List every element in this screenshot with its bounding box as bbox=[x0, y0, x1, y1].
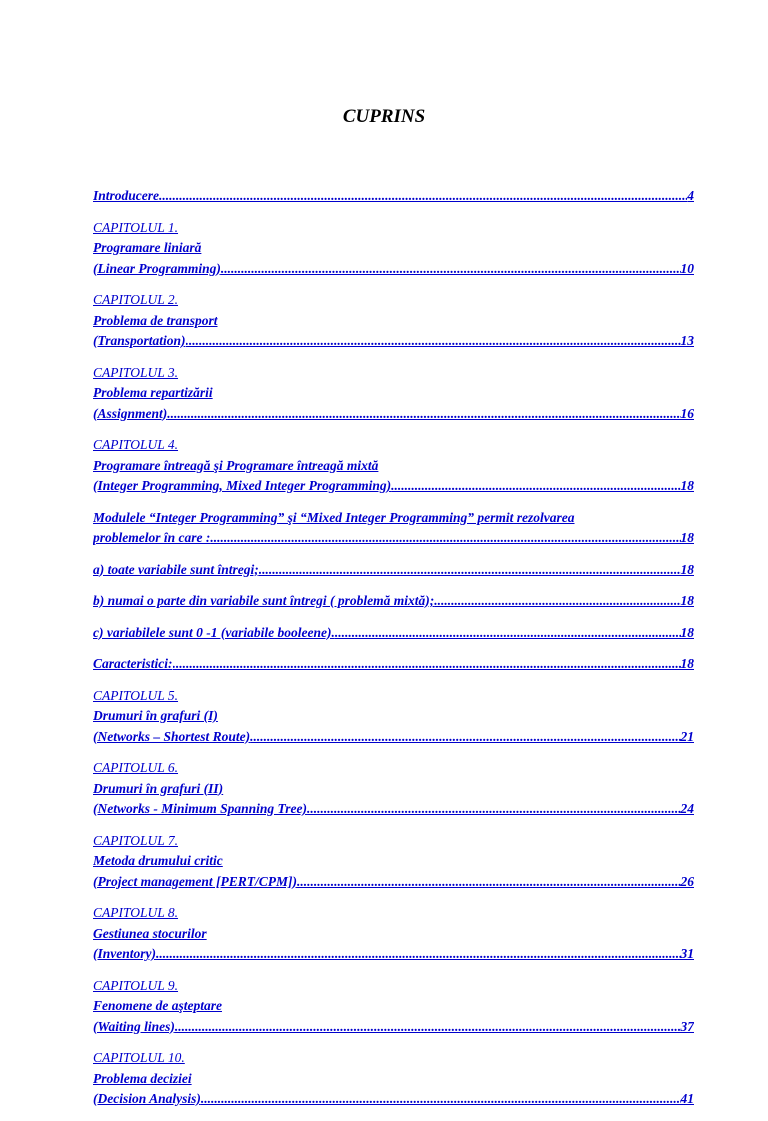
dot-leader bbox=[434, 591, 680, 612]
toc-link[interactable] bbox=[93, 799, 694, 820]
toc-link[interactable] bbox=[93, 404, 694, 425]
toc-line-link[interactable] bbox=[93, 311, 694, 332]
page-number: 18 bbox=[680, 656, 694, 671]
toc-entry-text: CAPITOLUL 1. bbox=[93, 219, 179, 235]
dot-leader bbox=[175, 1017, 681, 1038]
page-number: 13 bbox=[680, 333, 694, 348]
toc-entry-text: (Decision Analysis) bbox=[93, 1091, 201, 1106]
toc-entry-text: Drumuri în grafuri (II) bbox=[93, 780, 224, 796]
page-number: 16 bbox=[680, 405, 694, 421]
toc-entry-text: (Transportation) bbox=[93, 333, 186, 348]
dot-leader bbox=[391, 476, 680, 497]
toc-entry-text: Modulele “Integer Programming” şi “Mixed Integer Programming” permit rezolvarea bbox=[93, 509, 575, 525]
toc-entry bbox=[93, 758, 694, 820]
dot-leader bbox=[201, 1089, 681, 1110]
toc-link[interactable] bbox=[93, 654, 694, 675]
toc-line-link[interactable] bbox=[93, 851, 694, 872]
page-number: 18 bbox=[680, 561, 694, 577]
page-number: 18 bbox=[680, 593, 694, 608]
dot-leader bbox=[173, 654, 681, 675]
page-number: 18 bbox=[680, 478, 694, 493]
dot-leader bbox=[259, 560, 681, 581]
toc-entry-text: Fenomene de aşteptare bbox=[93, 998, 222, 1013]
toc-link[interactable] bbox=[93, 1089, 694, 1110]
dot-leader bbox=[297, 872, 681, 893]
toc-entry bbox=[93, 218, 694, 280]
dot-leader bbox=[307, 799, 680, 820]
toc-line-link[interactable] bbox=[93, 238, 694, 259]
toc-entry-text: a) toate variabile sunt întregi; bbox=[93, 561, 259, 577]
toc-link[interactable] bbox=[93, 528, 694, 549]
toc-entry-text: (Waiting lines) bbox=[93, 1018, 175, 1034]
dot-leader bbox=[221, 259, 681, 280]
toc-line-link[interactable] bbox=[93, 779, 694, 800]
toc-entry-text: CAPITOLUL 6. bbox=[93, 760, 179, 775]
toc-link[interactable] bbox=[93, 186, 694, 207]
page-number: 41 bbox=[680, 1091, 694, 1106]
page-number: 21 bbox=[680, 728, 694, 744]
dot-leader bbox=[156, 944, 681, 965]
toc-link[interactable] bbox=[93, 727, 694, 748]
page-number: 26 bbox=[680, 873, 694, 889]
dot-leader bbox=[335, 623, 681, 644]
page-number: 10 bbox=[680, 260, 694, 276]
toc-entry-text: CAPITOLUL 9. bbox=[93, 977, 179, 993]
chapter-heading-link[interactable] bbox=[93, 686, 694, 707]
toc-entry bbox=[93, 976, 694, 1038]
toc-entry-text: problemelor în care : bbox=[93, 530, 211, 545]
chapter-heading-link[interactable] bbox=[93, 218, 694, 239]
chapter-heading-link[interactable] bbox=[93, 903, 694, 924]
toc-entry-text: CAPITOLUL 4. bbox=[93, 437, 179, 452]
toc-link[interactable] bbox=[93, 623, 694, 644]
chapter-heading-link[interactable] bbox=[93, 976, 694, 997]
chapter-heading-link[interactable] bbox=[93, 831, 694, 852]
toc-entry bbox=[93, 186, 694, 207]
toc-entry-text: (Linear Programming) bbox=[93, 260, 221, 276]
toc-entry-text: CAPITOLUL 7. bbox=[93, 832, 179, 848]
toc-link[interactable] bbox=[93, 331, 694, 352]
dot-leader bbox=[250, 727, 680, 748]
toc-entry-text: (Integer Programming, Mixed Integer Programming) bbox=[93, 478, 392, 493]
dot-leader bbox=[186, 331, 681, 352]
toc-entry bbox=[93, 686, 694, 748]
toc-line-link[interactable] bbox=[93, 1069, 694, 1090]
toc-entry-text: b) numai o parte din variabile sunt întregi ( problemă mixtă); bbox=[93, 593, 435, 608]
toc-line-link[interactable] bbox=[93, 508, 694, 529]
toc-link[interactable] bbox=[93, 591, 694, 612]
toc-entry-text: CAPITOLUL 10. bbox=[93, 1050, 185, 1065]
toc-entry-text: (Networks - Minimum Spanning Tree) bbox=[93, 801, 308, 816]
toc-link[interactable] bbox=[93, 560, 694, 581]
toc-link[interactable] bbox=[93, 259, 694, 280]
toc-entry bbox=[93, 591, 694, 612]
page-number: 31 bbox=[680, 946, 694, 961]
toc-entry-text: CAPITOLUL 8. bbox=[93, 905, 179, 920]
page-number: 24 bbox=[680, 801, 694, 816]
toc-entry bbox=[93, 290, 694, 352]
toc-link[interactable] bbox=[93, 872, 694, 893]
dot-leader bbox=[159, 186, 687, 207]
toc-entry-text: CAPITOLUL 5. bbox=[93, 687, 179, 703]
toc-entry bbox=[93, 623, 694, 644]
toc-entry bbox=[93, 435, 694, 497]
toc-line-link[interactable] bbox=[93, 706, 694, 727]
toc-entry bbox=[93, 508, 694, 549]
toc-entry-text: CAPITOLUL 3. bbox=[93, 364, 179, 380]
dot-leader bbox=[167, 404, 680, 425]
toc-entry bbox=[93, 560, 694, 581]
toc-entry-text: Problema deciziei bbox=[93, 1070, 192, 1086]
toc-entry-text: Programare liniară bbox=[93, 240, 202, 255]
toc-line-link[interactable] bbox=[93, 383, 694, 404]
toc-entry-text: (Networks – Shortest Route) bbox=[93, 728, 251, 744]
table-of-contents bbox=[93, 186, 694, 1121]
toc-link[interactable] bbox=[93, 1017, 694, 1038]
toc-entry-text: CAPITOLUL 2. bbox=[93, 292, 179, 307]
toc-entry-text: (Assignment) bbox=[93, 405, 168, 421]
toc-entry-text: Gestiunea stocurilor bbox=[93, 925, 207, 941]
toc-entry-text: Introducere bbox=[93, 188, 160, 203]
toc-entry-text: Problema repartizării bbox=[93, 385, 213, 400]
toc-entry-text: Programare întreagă şi Programare întreagă mixtă bbox=[93, 457, 379, 473]
chapter-heading-link[interactable] bbox=[93, 435, 694, 456]
toc-entry-text: (Inventory) bbox=[93, 946, 156, 961]
toc-line-link[interactable] bbox=[93, 924, 694, 945]
toc-entry bbox=[93, 1048, 694, 1110]
chapter-heading-link[interactable] bbox=[93, 290, 694, 311]
chapter-heading-link[interactable] bbox=[93, 363, 694, 384]
toc-entry bbox=[93, 903, 694, 965]
chapter-heading-link[interactable] bbox=[93, 1048, 694, 1069]
page-number: 18 bbox=[680, 624, 694, 640]
toc-link[interactable] bbox=[93, 476, 694, 497]
page-number: 18 bbox=[680, 530, 694, 545]
toc-entry bbox=[93, 363, 694, 425]
toc-line-link[interactable] bbox=[93, 456, 694, 477]
page-title: CUPRINS bbox=[342, 106, 426, 127]
toc-entry-text: (Project management [PERT/CPM]) bbox=[93, 873, 297, 889]
toc-entry-text: Problema de transport bbox=[93, 312, 218, 328]
toc-entry-text: c) variabilele sunt 0 -1 (variabile booleene). bbox=[93, 624, 335, 640]
toc-entry-text: Metoda drumului critic bbox=[93, 853, 223, 868]
toc-entry bbox=[93, 654, 694, 675]
dot-leader bbox=[210, 528, 680, 549]
page-number: 37 bbox=[680, 1018, 694, 1034]
page-number: 4 bbox=[687, 188, 694, 203]
toc-entry-text: Drumuri în grafuri (I) bbox=[93, 708, 218, 723]
toc-entry-text: Caracteristici: bbox=[93, 656, 173, 671]
chapter-heading-link[interactable] bbox=[93, 758, 694, 779]
toc-line-link[interactable] bbox=[93, 996, 694, 1017]
toc-link[interactable] bbox=[93, 944, 694, 965]
toc-entry bbox=[93, 831, 694, 893]
